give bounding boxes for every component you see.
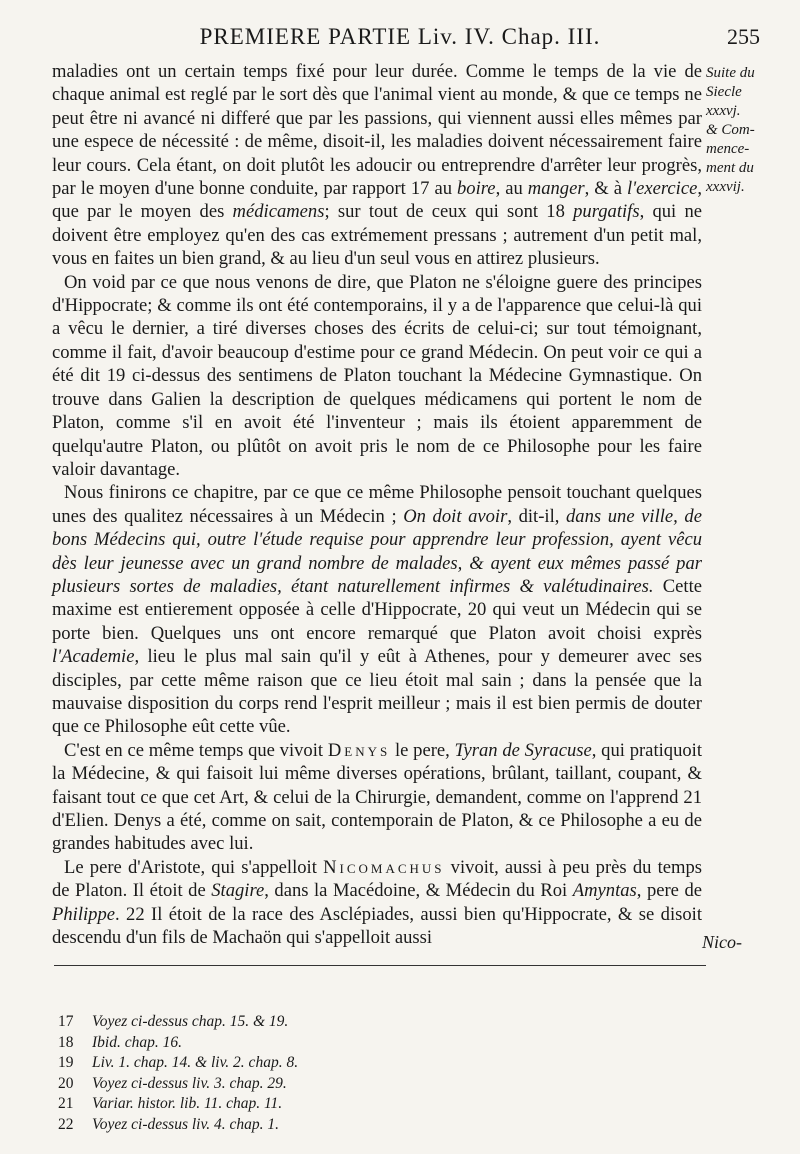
italic-text: l'Academie bbox=[52, 646, 135, 668]
footnote-number: 19 bbox=[58, 1054, 74, 1071]
header-title: PREMIERE PARTIE Liv. IV. Chap. III. bbox=[199, 24, 601, 49]
italic-text: Amyntas bbox=[572, 880, 637, 902]
margin-note-line: & Com- bbox=[706, 122, 755, 138]
small-caps-name: Denys bbox=[327, 739, 391, 761]
italic-text: Stagire bbox=[211, 880, 265, 902]
paragraph bbox=[52, 60, 702, 271]
text-run: , que par le moyen des bbox=[52, 178, 703, 223]
paragraph bbox=[52, 739, 702, 856]
text-run: . 22 Il étoit de la race des Asclépiades, aussi bien qu'Hippocrate, & se disoit descendu d'un fils de Machaön qui s'appelloit aussi bbox=[52, 903, 702, 949]
footnote-text: Voyez ci-dessus chap. 15. & 19. bbox=[92, 1013, 289, 1030]
italic-text: purgatifs bbox=[573, 201, 640, 223]
italic-text: dans une ville, de bons Médecins qui, outre l'étude requise pour apprendre leur profession, ayent vêcu dès leur jeunesse avec un grand nombre de malades, & ayent eux mêmes passé par plusieurs sortes de maladies, étant naturellement infirmes & valétudinaires. bbox=[52, 505, 702, 597]
catchword: Nico- bbox=[702, 932, 742, 952]
text-run: , dans la Macédoine, & Médecin du Roi bbox=[264, 880, 573, 902]
footnote-text: Liv. 1. chap. 14. & liv. 2. chap. 8. bbox=[92, 1054, 299, 1071]
text-run: , dit-il, bbox=[507, 505, 566, 527]
footnote bbox=[58, 1115, 558, 1136]
text-run: Nous finirons ce chapitre, par ce que ce même Philosophe pensoit touchant quelques unes des qualitez nécessaires à un Médecin ; bbox=[52, 482, 702, 527]
margin-note-line: Siecle bbox=[706, 84, 742, 100]
margin-note-line: xxxvj. bbox=[706, 103, 741, 119]
margin-note-line: ment du bbox=[706, 160, 754, 176]
text-run: C'est en ce même temps que vivoit bbox=[64, 739, 328, 761]
running-header bbox=[0, 20, 800, 56]
footnote bbox=[58, 1012, 558, 1033]
footnote-text: Voyez ci-dessus liv. 4. chap. 1. bbox=[92, 1115, 279, 1133]
footnote-number: 18 bbox=[58, 1033, 74, 1051]
text-run: , & à bbox=[584, 178, 627, 200]
text-run: ; sur tout de ceux qui sont 18 bbox=[324, 201, 574, 223]
footnote bbox=[58, 1053, 558, 1074]
italic-text: boire bbox=[457, 178, 496, 200]
text-run: maladies ont un certain temps fixé pour leur durée. Comme le temps de la vie de chaque animal est reglé par le sort dès que l'animal vient au monde, & que ce temps ne peut être ni avancé ni differé que par les passions, qui viennent aussi elles mêmes par une espece de nécessité : de même, disoit-il, les maladies doivent nécessairement faire leur cours. Cela étant, on doit plutôt les adoucir ou entreprendre d'arrêter leur progrès, par le moyen d'une bonne conduite, par rapport 17 au bbox=[52, 61, 702, 200]
footnote bbox=[58, 1094, 558, 1115]
footnote-separator bbox=[54, 965, 706, 966]
italic-text: manger bbox=[527, 178, 585, 200]
page-number: 255 bbox=[727, 24, 760, 49]
text-run: , qui pratiquoit la Médecine, & qui faisoit lui même diverses opérations, brûlant, taillant, coupant, & faisant tout ce que cet Art, & celui de la Chirurgie, demandent, comme on l'apprend 21 d'Elien. Denys a été, comme on sait, contemporain de Platon, & ce Philosophe a eu de grandes habitudes avec lui. bbox=[52, 739, 702, 855]
italic-text: Tyran de Syracuse bbox=[454, 739, 592, 761]
footnote-number: 20 bbox=[58, 1074, 74, 1092]
text-run: Le pere d'Aristote, qui s'appelloit bbox=[64, 856, 324, 878]
text-run: , lieu le plus mal sain qu'il y eût à Athenes, pour y demeurer avec ses disciples, par cette même raison que ce lieu étoit mal sain ; dans la pensée que la mauvaise disposition du corps rend l'esprit meilleur ; mais il est bien permis de douter que ce Philosophe eût cette vûe. bbox=[52, 646, 702, 738]
footnotes bbox=[58, 1012, 558, 1135]
small-caps-name: Nicomachus bbox=[323, 856, 445, 878]
footnote-text: Ibid. chap. 16. bbox=[92, 1033, 182, 1051]
text-run: Cette maxime est entierement opposée à celle d'Hippocrate, 20 qui veut un Médecin qui se porte bien. Quelques uns ont encore remarqué que Platon avoit choisi exprès bbox=[52, 575, 703, 644]
footnote bbox=[58, 1033, 558, 1054]
margin-note-line: mence- bbox=[706, 141, 750, 157]
italic-text: Philippe bbox=[52, 903, 115, 925]
text-run: , pere de bbox=[636, 880, 702, 902]
main-text bbox=[52, 60, 702, 949]
footnote-text: Voyez ci-dessus liv. 3. chap. 29. bbox=[92, 1074, 287, 1092]
paragraph bbox=[52, 271, 702, 482]
italic-text: médicamens bbox=[232, 201, 325, 223]
margin-note-line: xxxvij. bbox=[706, 179, 745, 195]
footnote-number: 17 bbox=[58, 1013, 74, 1030]
italic-text: On doit avoir bbox=[403, 505, 508, 527]
paragraph bbox=[52, 856, 702, 950]
margin-note bbox=[706, 64, 794, 197]
text-run: On void par ce que nous venons de dire, que Platon ne s'éloigne guere des principes d'Hippocrate; & comme ils ont été contemporains, il y a de l'apparence que celui-là qui a vêcu le dernier, a tiré diverses choses des écrits de celui-ci; sur tout témoignant, comme il fait, d'avoir beaucoup d'estime pour ce grand Médecin. On peut voir ce qui a été dit 19 ci-dessus des sentimens de Platon touchant la Médecine Gymnastique. On trouve dans Galien la description de quelques médicamens qui portent le nom de Platon, comme s'il en avoit été l'inventeur ; mais ils étoient apparemment de quelqu'autre Platon, ou plûtôt on avoit pris le nom de ce Philosophe pour les faire valoir davantage. bbox=[52, 271, 702, 480]
margin-note-line: Suite du bbox=[706, 65, 755, 81]
footnote bbox=[58, 1074, 558, 1095]
italic-text: l'exercice bbox=[626, 178, 698, 200]
text-run: le pere, bbox=[390, 739, 455, 761]
text-run: , au bbox=[495, 178, 528, 200]
text-run: , qui ne doivent être employez qu'en des cas extrémement pressans ; autrement d'un petit mal, vous en faites un bien grand, & au lieu d'un seul vous en attirez plusieurs. bbox=[52, 201, 702, 270]
paragraph bbox=[52, 481, 702, 738]
footnote-text: Variar. histor. lib. 11. chap. 11. bbox=[92, 1095, 283, 1112]
text-run: vivoit, aussi à peu près du temps de Platon. Il étoit de bbox=[52, 856, 703, 902]
footnote-number: 21 bbox=[58, 1095, 74, 1112]
footnote-number: 22 bbox=[58, 1115, 74, 1133]
